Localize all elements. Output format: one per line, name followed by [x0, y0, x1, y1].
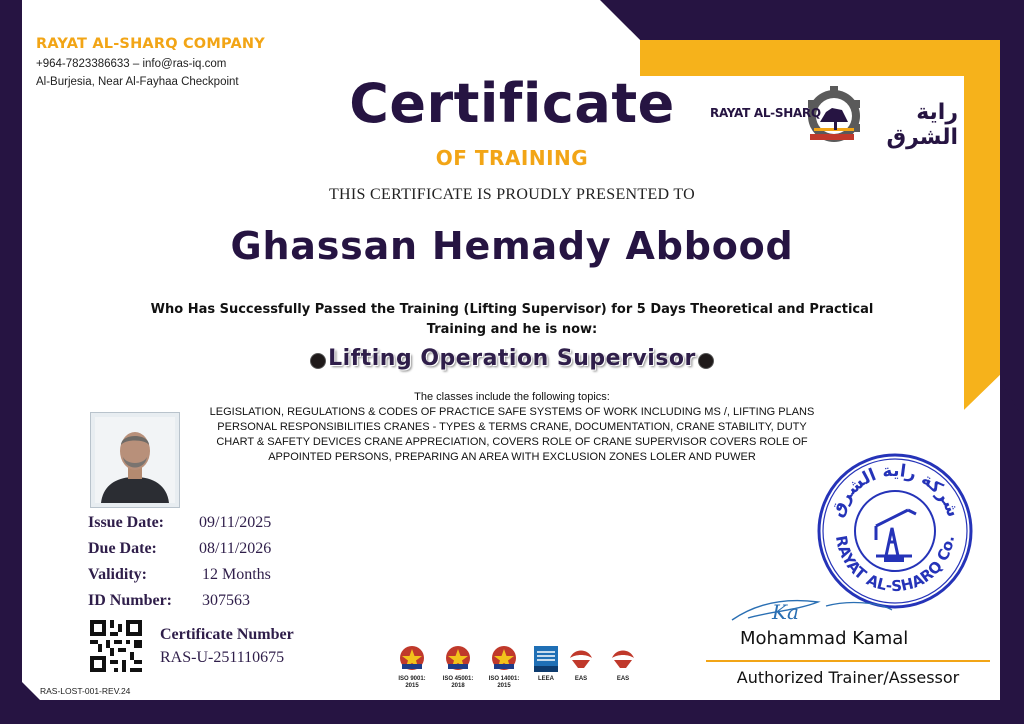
validity-value: 12 Months [202, 566, 271, 583]
training-description: Who Has Successfully Passed the Training (Lifting Supervisor) for 5 Days Theoretical and Practical Training and he is now: [150, 302, 874, 337]
revision-code: RAS-LOST-001-REV.24 [40, 686, 131, 696]
left-bullet-icon [310, 353, 326, 369]
id-number-row [88, 592, 250, 610]
right-bullet-icon [698, 353, 714, 369]
stamp-latin-text: RAYAT AL-SHARQ Co. [831, 534, 958, 596]
due-date-label: Due Date: [88, 540, 157, 557]
badge-label: EAS [616, 676, 630, 682]
trainer-name: Mohammad Kamal [740, 628, 909, 649]
certificate-number-value: RAS-U-251110675 [160, 649, 285, 666]
eas-badge-icon [568, 646, 594, 670]
company-address: Al-Burjesia, Near Al-Fayhaa Checkpoint [36, 76, 239, 88]
company-name: RAYAT AL-SHARQ COMPANY [36, 36, 265, 52]
signature-icon [728, 592, 898, 632]
company-contact: +964-7823386633 – info@ras-iq.com [36, 58, 227, 70]
issue-date-row [88, 514, 272, 532]
badge-label: EAS [574, 676, 588, 682]
badge-label: ISO 9001: 2015 [398, 676, 426, 689]
id-number-label: ID Number: [88, 592, 172, 609]
certificate-subtitle: OF TRAINING [435, 146, 589, 170]
badge-label: ISO 45001: 2018 [442, 676, 474, 689]
signature-mark: Ka [772, 600, 799, 624]
id-number-value: 307563 [202, 592, 250, 609]
validity-row [88, 566, 271, 584]
issue-date-value: 09/11/2025 [199, 514, 272, 531]
eas-badge-icon [610, 646, 636, 670]
badge-label: ISO 14001: 2015 [488, 676, 520, 689]
logo-latin-text: RAYAT AL-SHARQ [710, 106, 821, 120]
accreditation-badges [388, 644, 650, 696]
certificate-title: Certificate [349, 72, 675, 135]
signature-divider [706, 660, 990, 662]
role-title: Lifting Operation Supervisor [328, 346, 696, 371]
validity-label: Validity: [88, 566, 147, 583]
role-line [0, 346, 1024, 371]
recipient-photo [90, 412, 180, 508]
person-photo-icon [95, 417, 175, 503]
qr-code[interactable] [90, 620, 142, 672]
company-stamp [816, 452, 974, 610]
iso-badge-icon [398, 644, 426, 672]
iso-badge-icon [490, 644, 518, 672]
logo-arabic-text: راية الشرق [886, 100, 958, 150]
issue-date-label: Issue Date: [88, 514, 164, 531]
certificate-number-label: Certificate Number [160, 626, 294, 643]
iso-badge-icon [444, 644, 472, 672]
qr-code-icon [90, 620, 142, 672]
badge-label: LEEA [537, 676, 554, 682]
stamp-arabic-text: شركة راية الشرق [827, 460, 964, 521]
topics-intro: The classes include the following topics: [414, 391, 610, 403]
due-date-row [88, 540, 272, 558]
stamp-seal-icon [816, 452, 974, 610]
due-date-value: 08/11/2026 [199, 540, 272, 557]
presented-to-text: THIS CERTIFICATE IS PROUDLY PRESENTED TO [328, 186, 696, 203]
topics-list: LEGISLATION, REGULATIONS & CODES OF PRACTICE SAFE SYSTEMS OF WORK INCLUDING MS /, LIFTING PLANS PERSONAL RESPONSIBILITIES CRANES - TYPES & TERMS CRANE, DOCUMENTATION, CRANE STABILITY, DUTY CHART & SAFETY DEVICES CRANE APPRECIATION, COVERS ROLE OF CRANE SUPERVISOR COVERS ROLE OF APPOINTED PERSONS, PREPARING AN AREA WITH EXCLUSION ZONES LOLER AND PUWER [209, 406, 815, 463]
recipient-name: Ghassan Hemady Abbood [230, 224, 794, 268]
leea-badge-icon [534, 646, 558, 674]
trainer-title: Authorized Trainer/Assessor [736, 668, 960, 687]
